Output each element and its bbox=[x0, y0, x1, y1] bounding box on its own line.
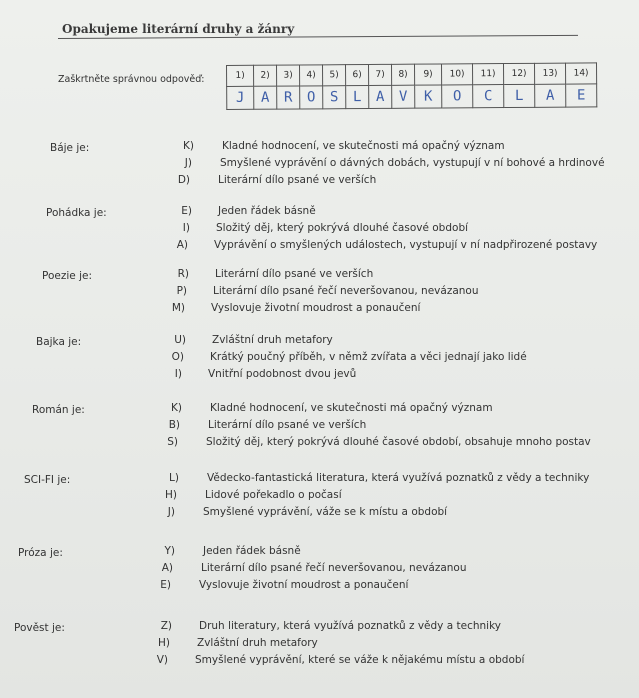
option-text: Literární dílo psané řečí neveršovanou, nevázanou bbox=[201, 562, 467, 574]
section-label: SCI-FI je: bbox=[24, 474, 71, 486]
grid-answer-cell[interactable]: C bbox=[473, 85, 504, 108]
option-letter: A) bbox=[176, 239, 188, 251]
grid-number-cell: 8) bbox=[391, 64, 414, 85]
option-text: Literární dílo psané ve verších bbox=[208, 419, 367, 431]
option-letter: J) bbox=[184, 157, 192, 169]
option-letter: O) bbox=[171, 351, 184, 363]
grid-answer-cell[interactable]: R bbox=[277, 86, 300, 109]
option-text: Smyšlené vyprávění, váže se k místu a období bbox=[203, 506, 448, 518]
grid-number-cell: 5) bbox=[323, 65, 346, 86]
option-letter: P) bbox=[176, 285, 187, 297]
option-letter: H) bbox=[165, 489, 177, 501]
option-text: Literární dílo psané ve verších bbox=[218, 174, 377, 186]
grid-number-cell: 6) bbox=[346, 65, 369, 86]
grid-answer-cell[interactable]: L bbox=[504, 84, 535, 107]
option-letter: B) bbox=[168, 419, 180, 431]
option-text: Lidové pořekadlo o počasí bbox=[205, 489, 342, 501]
grid-answer-cell[interactable]: A bbox=[369, 85, 392, 108]
option-letter: L) bbox=[169, 472, 179, 484]
option-text: Kladné hodnocení, ve skutečnosti má opačný význam bbox=[210, 402, 493, 414]
option-letter: I) bbox=[182, 222, 190, 234]
option-letter: K) bbox=[183, 140, 194, 152]
option-text: Složitý děj, který pokrývá dlouhé časové období bbox=[216, 222, 469, 234]
option-text: Složitý děj, který pokrývá dlouhé časové období, obsahuje mnoho postav bbox=[206, 436, 591, 448]
option-text: Literární dílo psané ve verších bbox=[215, 268, 374, 280]
option-letter: E) bbox=[181, 205, 192, 217]
section-label: Próza je: bbox=[18, 547, 63, 559]
grid-number-cell: 1) bbox=[227, 65, 254, 86]
option-letter: S) bbox=[167, 436, 178, 448]
grid-number-cell: 4) bbox=[300, 65, 323, 86]
grid-answer-cell[interactable]: A bbox=[535, 84, 566, 107]
grid-answer-cell[interactable]: O bbox=[300, 86, 323, 109]
option-text: Jeden řádek básně bbox=[218, 205, 316, 217]
grid-number-cell: 2) bbox=[254, 65, 277, 86]
option-text: Zvláštní druh metafory bbox=[197, 637, 318, 649]
option-text: Smyšlené vyprávění o dávných dobách, vystupují v ní bohové a hrdinové bbox=[220, 157, 605, 169]
option-letter: E) bbox=[160, 579, 171, 591]
option-text: Vyslovuje životní moudrost a ponaučení bbox=[199, 579, 409, 591]
option-letter: A) bbox=[161, 562, 173, 574]
option-letter: J) bbox=[167, 506, 175, 518]
grid-number-cell: 12) bbox=[503, 63, 534, 84]
section-label: Pověst je: bbox=[14, 622, 65, 634]
option-letter: I) bbox=[174, 368, 182, 380]
option-letter: Y) bbox=[164, 545, 175, 557]
answer-grid-answer-row bbox=[227, 84, 597, 110]
option-text: Vnitřní podobnost dvou jevů bbox=[208, 368, 357, 380]
grid-answer-cell[interactable]: L bbox=[346, 86, 369, 109]
section-label: Pohádka je: bbox=[46, 207, 107, 219]
grid-answer-cell[interactable]: J bbox=[227, 86, 254, 109]
section-label: Báje je: bbox=[50, 142, 90, 154]
option-text: Jeden řádek básně bbox=[203, 545, 301, 557]
worksheet-title: Opakujeme literární druhy a žánry bbox=[62, 22, 295, 36]
option-letter: H) bbox=[158, 637, 170, 649]
option-text: Krátký poučný příběh, v němž zvířata a věci jednají jako lidé bbox=[210, 351, 527, 363]
grid-number-cell: 3) bbox=[277, 65, 300, 86]
option-letter: D) bbox=[177, 174, 190, 186]
option-letter: V) bbox=[156, 654, 168, 666]
section-label: Bajka je: bbox=[36, 336, 82, 348]
option-letter: U) bbox=[174, 334, 186, 346]
option-letter: R) bbox=[177, 268, 189, 280]
grid-number-cell: 13) bbox=[534, 63, 565, 84]
section-label: Román je: bbox=[32, 404, 85, 416]
option-letter: K) bbox=[171, 402, 182, 414]
option-letter: Z) bbox=[160, 620, 172, 632]
grid-answer-cell[interactable]: E bbox=[566, 84, 597, 107]
option-text: Literární dílo psané řečí neveršovanou, nevázanou bbox=[213, 285, 479, 297]
option-text: Smyšlené vyprávění, které se váže k nějakému místu a období bbox=[195, 654, 525, 666]
grid-number-cell: 7) bbox=[369, 64, 392, 85]
answer-grid-number-row bbox=[227, 63, 597, 87]
grid-number-cell: 9) bbox=[414, 64, 441, 85]
answer-grid bbox=[226, 62, 597, 110]
grid-answer-cell[interactable]: K bbox=[415, 85, 442, 108]
option-text: Vyprávění o smyšlených událostech, vystupují v ní nadpřirozené postavy bbox=[214, 239, 598, 251]
option-text: Vyslovuje životní moudrost a ponaučení bbox=[211, 302, 421, 314]
option-letter: M) bbox=[171, 302, 185, 314]
section-label: Poezie je: bbox=[42, 270, 92, 282]
option-text: Druh literatury, která využívá poznatků z vědy a techniky bbox=[199, 620, 501, 632]
grid-number-cell: 11) bbox=[472, 64, 503, 85]
grid-number-cell: 14) bbox=[565, 63, 596, 84]
grid-number-cell: 10) bbox=[441, 64, 472, 85]
option-text: Zvláštní druh metafory bbox=[212, 334, 333, 346]
grid-answer-cell[interactable]: V bbox=[392, 85, 415, 108]
grid-answer-cell[interactable]: A bbox=[254, 86, 277, 109]
grid-answer-cell[interactable]: S bbox=[323, 86, 346, 109]
option-text: Kladné hodnocení, ve skutečnosti má opačný význam bbox=[222, 140, 505, 152]
instruction-text: Zaškrtněte správnou odpověď: bbox=[58, 74, 205, 85]
grid-answer-cell[interactable]: O bbox=[442, 85, 473, 108]
option-text: Vědecko-fantastická literatura, která využívá poznatků z vědy a techniky bbox=[207, 472, 590, 484]
